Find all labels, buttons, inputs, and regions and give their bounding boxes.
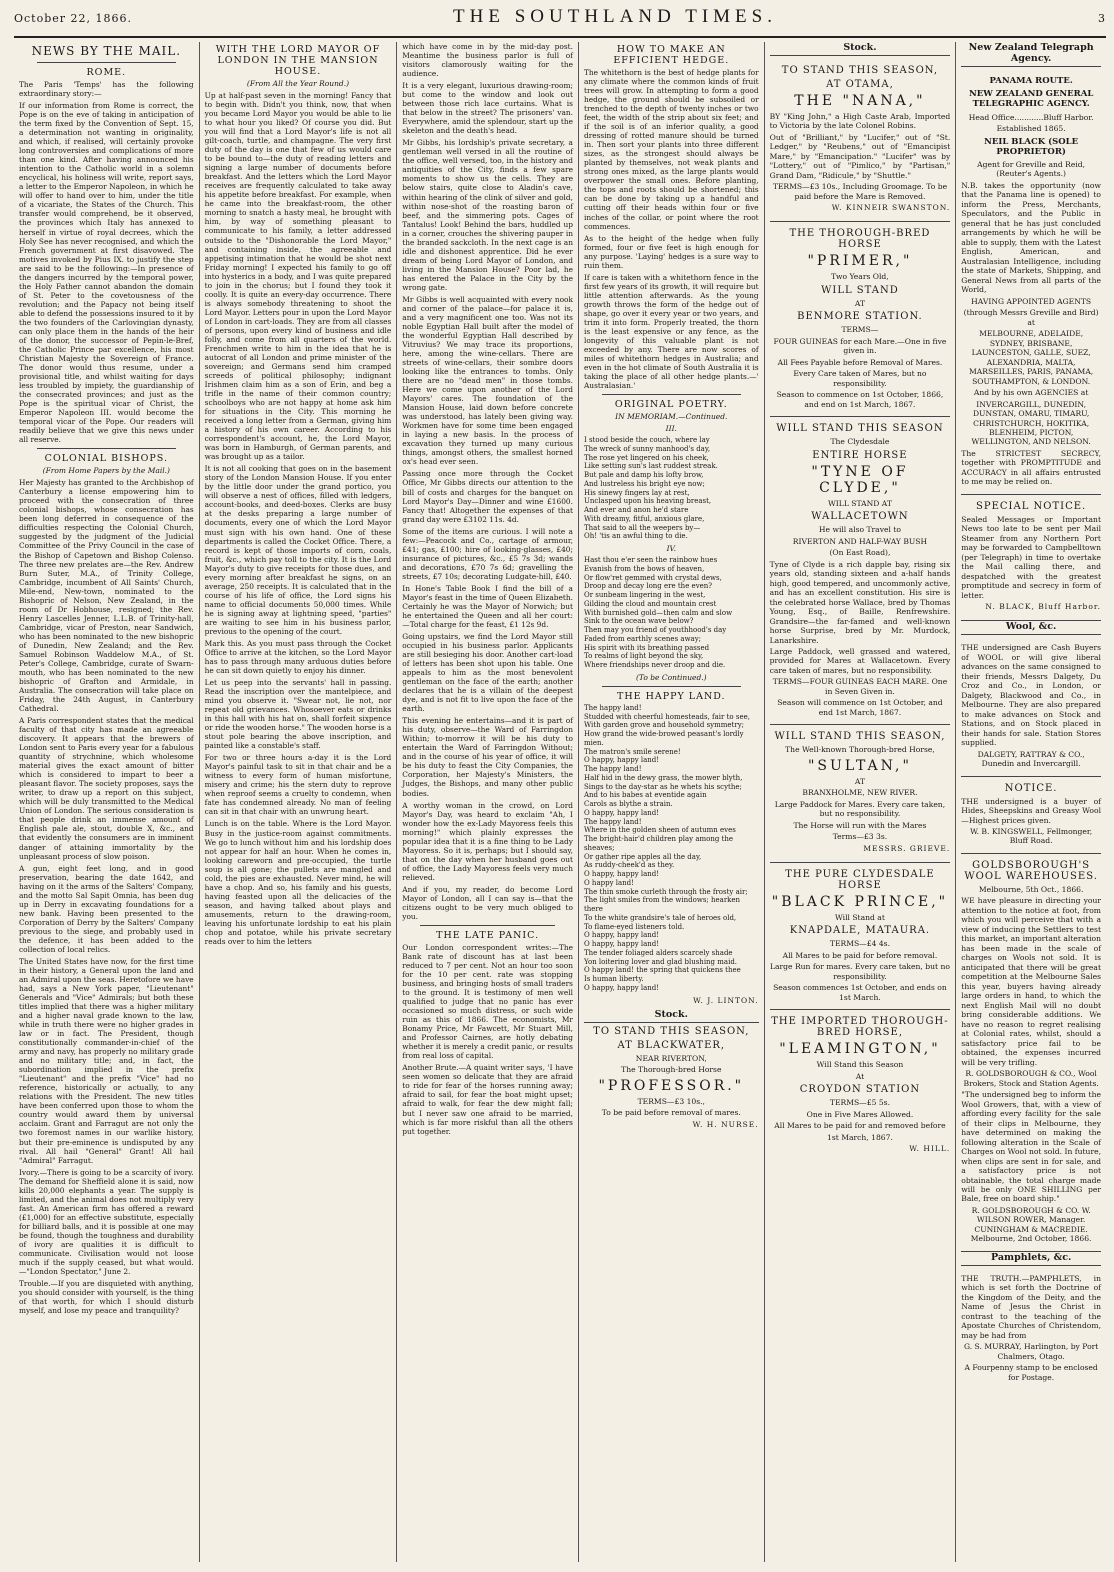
ad-terms: TERMS—£3 10s., Including Groomage. To be paid before the Mare is Removed.: [772, 182, 948, 201]
ad-primer: [770, 222, 951, 417]
article-paragraph: Mr Gibbs, his lordship's private secretary, a gentleman well versed in all the routine of the office, well versed, too, in the history and antiquities of the City, finds a few spare moments to show us the cells. They are below stairs, quite close to Aladin's cave, within hearing of the clink of silver and gold, within nose-shot of the roasting baron of beef, and the simmering pots. Cages of Tantalus! Look! Behind the bars, huddled up in a corner, crouches the shivering pauper in the branded sackcloth. In the next cage is an idle and dishonest apprentice. Did he ever dream of being Lord Mayor of London, and living in the Mansion House? Poor lad, he has entered the Palace in the City by the wrong gate.: [402, 138, 573, 292]
ad-special-notice: [961, 495, 1101, 621]
ad-line: AT: [854, 776, 866, 786]
ad-line: Large Run for mares. Every care taken, but no responsibility.: [769, 962, 950, 981]
article-paragraph: Mark this. As you must pass through the Cocket Office to arrive at the kitchen, so the Lord Mayor has to pass through many arduous duties before he can sit down quietly to enjoy his dinner.: [204, 638, 392, 675]
ad-line: AT: [854, 298, 866, 308]
ad-pamphlets: [961, 1269, 1101, 1389]
horse-name: "LEAMINGTON,": [779, 1041, 941, 1058]
horse-name: THE "NANA,": [794, 93, 926, 109]
ad-line: PANAMA ROUTE.: [989, 76, 1073, 86]
ad-line: WILL STAND: [821, 284, 899, 296]
divider: [420, 925, 555, 926]
ad-signature: N. BLACK, Bluff Harbor.: [985, 602, 1101, 612]
wool-heading: Wool, &c.: [961, 621, 1101, 635]
column-stock-ads: [765, 42, 957, 1562]
ad-line: AT OTAMA,: [826, 79, 894, 90]
ad-line: Season commences 1st October, and ends on 1st March.: [773, 983, 947, 1002]
article-paragraph: The whitethorn is the best of hedge plants for any climate where the common kinds of fruit trees will grow. In attempting to form a good hedge, the ground should be subsoiled or trenched to the depth of twenty inches or two feet, the width of the strip about six feet; and if the soil is of an inferior quality, a good dressing of rotted manure should be turned in. Then sort your plants into three different sizes, as the strongest should always be planted by themselves, not weak plants and strong ones mixed, as the large plants would overpower the small ones. Before planting, the tops and roots should be shortened; this can be done by taking up a handful and cutting off their heads within four or five inches of the collar, or point where the root commences.: [583, 68, 759, 231]
ad-line: Will Stand at: [834, 912, 885, 922]
ad-text: Large Paddock, well grassed and watered, provided for Mares at Wallacetown. Every care taken of mares, but no responsibility.: [769, 646, 951, 675]
rome-title: ROME.: [86, 67, 127, 78]
article-paragraph: The United States have now, for the first time in their history, a General upon the land and an Admiral upon the seas. Heretofore we have had, says a New York paper, "Lieutenant" Generals and "Vice" Admirals; but both these titles implied that there was a higher military and a higher naval grade known to the law, while in truth there were no higher grades in law or in fact. The President, though constitutionally commander-in-chief of the army and navy, has properly no military grade and no military title; and, in fact, the subordination implied in the prefix "Lieutenant" and the prefix "Vice" had no reference, historically or actually, to any relations with the President. The new titles have been conferred upon those to whom the country would award them by universal acclaim. Grant and Farragut are not only the two foremost names in our warlike history, but their pre-eminence is undisputed by any rival. All hail "General" Grant! All hail "Admiral" Farragut.: [19, 956, 194, 1165]
ad-line: THE THOROUGH-BRED HORSE: [789, 228, 931, 251]
ad-line: RIVERTON AND HALF-WAY BUSH: [792, 536, 928, 546]
ad-line: All Fees Payable before Removal of Mares.: [777, 357, 943, 367]
article-paragraph: Our London correspondent writes:—The Bank rate of discount has at last been reduced to 7 per cent. Not an hour too soon for the 10 per cent. rate was stopping business, and bringing hosts of small traders to the ground. It is testimony of men well qualified to judge that no panic has ever occasioned so much distress, or such wide ruin as this of 1866. The economists, Mr Bonamy Price, Mr Fawcett, Mr Stuart Mill, and Professor Cairnes, are hotly debating whether it is merely a credit panic, or results from real loss of capital.: [402, 942, 573, 1061]
ad-sultan: [770, 725, 951, 862]
horse-name: "TYNE OF CLYDE,": [811, 463, 909, 496]
ad-signature: DALGETY, RATTRAY & CO., Dunedin and Invercargill.: [977, 749, 1085, 769]
ad-goldsborough: [961, 854, 1101, 1252]
lord-mayor-title: WITH THE LORD MAYOR OF LONDON IN THE MANSION HOUSE.: [215, 44, 381, 77]
ad-line: Season will commence on 1st October, and end 1st March, 1867.: [777, 698, 943, 717]
ad-line: Two Years Old,: [831, 272, 889, 282]
ad-line: WILL STAND AT: [827, 498, 892, 508]
article-paragraph: If care is taken with a whitethorn fence in the first few years of its growth, it will require but little attention afterwards. As the young growth throws the form of the hedge out of shape, go over it every year or two years, and trim it into form. Properly treated, the thorn is the least expensive or any fence, as the longevity of this valuable plant is not exceeded by any. There are now scores of miles of whitethorn hedges in Australia; and even in the hot climate of South Australia it is taking the place of all other hedge plants.—' Australasian.': [583, 272, 759, 391]
poem-author: W. J. LINTON.: [693, 995, 759, 1005]
ad-terms: TERMS—£5 5s.: [829, 1098, 890, 1108]
ad-leamington: [770, 1010, 951, 1162]
ad-text: Sealed Messages or Important News too late to be sent per Mail Steamer from any Northern Port may be forwarded to Campbelltown (per Telegraph) in time to overtake the Mail calling there, and despatched with the greatest promptitude and secrecy in form of letter.: [961, 514, 1101, 600]
columns: [14, 42, 1106, 1562]
ad-line: NEAR RIVERTON,: [635, 1053, 707, 1063]
ad-line: At: [855, 1071, 865, 1081]
article-paragraph: As to the height of the hedge when fully formed, four or five feet is high enough for any purpose. 'Laying' hedges is a sure way to ruin them.: [583, 233, 759, 270]
ad-line: Established 1865.: [996, 124, 1066, 134]
telegraph-heading: New Zealand Telegraph Agency.: [961, 42, 1101, 67]
article-paragraph: Ivory.—There is going to be a scarcity of ivory. The demand for Sheffield alone it is said, now kills 20,000 elephants a year. The supply is limited, and the animal does not multiply very fast. An American firm has offered a reward (£1,000) for an effective substitute, especially for billiard balls, and it is possible at one may be found, though the toughness and durability of ivory are qualities it is difficult to communicate. Civilisation would not loose much if the supply ceased, but what would.—"London Spectator," June 2.: [19, 1167, 194, 1276]
page-number: 3: [1098, 12, 1106, 25]
hedge-title: HOW TO MAKE AN EFFICIENT HEDGE.: [613, 44, 730, 66]
ad-line: All Mares to be paid for before removal.: [782, 950, 938, 960]
ad-text: Out of "Brilliant," by "Lucifer," out of "St. Ledger," by "Reubens," out of "Emancipist Mare," by "Emancipation." "Lucifer" was by "Lottery," out of "Pimlico," by "Partisan," Grand Dam, "Ridicule," by "Shuttle.": [769, 132, 951, 180]
ad-line: A Fourpenny stamp to be enclosed for Postage.: [964, 1363, 1098, 1382]
bishops-title: COLONIAL BISHOPS.: [44, 453, 168, 465]
column-lord-mayor: [200, 42, 398, 1562]
article-paragraph: And if you, my reader, do become Lord Mayor of London, all I can say is—that the citizens ought to be very much obliged to you.: [402, 884, 573, 921]
ad-signature: W. H. NURSE.: [692, 1119, 759, 1129]
article-paragraph: Going upstairs, we find the Lord Mayor still occupied in his business parlor. Applicants are still besieging his door. Another cart-load of letters has been shot upon his table. One appeals to him as the most benevolent gentleman on the face of the earth; another declares that he is a villain of the deepest dye, and is not fit to live upon the face of the earth.: [402, 631, 573, 714]
ad-line: AT BLACKWATER,: [617, 1039, 726, 1051]
ad-dalgety: [961, 638, 1101, 776]
ad-line: THE IMPORTED THOROUGH-BRED HORSE,: [771, 1016, 949, 1039]
column-agency: [956, 42, 1106, 1562]
news-heading: NEWS BY THE MAIL.: [31, 44, 182, 58]
ad-line: (On East Road),: [829, 548, 891, 558]
ad-terms: TERMS—£3 10s.,: [637, 1096, 705, 1106]
ad-text: WE have pleasure in directing your attention to the notice at foot, from which you will perceive that with a view of inducing the Settlers to test this market, an important alteration has been made in the scale of charges on Wools not sold. It is anticipated that there will be great competition at the Melbourne Sales this year, buyers having already large orders in hand, to which the next English Mail will no doubt bring considerable additions. We have no reason to regret realising at Colonial rates, whilst, should a satisfactory price fail to be obtained, the expenses incurred will be very trifling.: [961, 896, 1101, 1067]
ad-location: CROYDON STATION: [799, 1084, 921, 1096]
ad-text: THE undersigned is a buyer of Hides, Sheepskins and Greasy Wool—Highest prices given.: [961, 796, 1101, 825]
divider: [602, 394, 741, 395]
column-hedge-poetry: [579, 42, 765, 1562]
ad-line: INVERCARGILL, DUNEDIN, DUNSTAN, OMARU, TIMARU, CHRISTCHURCH, HOKITIKA, BLENHEIM, PICTON, WELLINGTON, AND NELSON.: [971, 399, 1091, 447]
ad-line: WILL STAND THIS SEASON: [776, 423, 944, 435]
horse-name: "PROFESSOR.": [598, 1077, 745, 1094]
ad-line: Agent for Greville and Reid, (Reuter's Agents.): [977, 159, 1086, 179]
article-paragraph: The Paris 'Temps' has the following extraordinary story:—: [19, 80, 194, 99]
article-paragraph: Up at half-past seven in the morning! Fancy that to begin with. Didn't you think, now, that when you became Lord Mayor you would be able to lie to what hour you liked? Of course you did. But you will find that a Lord Mayor's life is not all gilt-coach, turtle, and champagne. The very first duty of the day is one that few of us would care to be bound to—the duty of reading letters and signing a large number of documents before breakfast. And the letters which the Lord Mayor receives are frequently calculated to take away his appetite before breakfast. For example, when he came into the breakfast-room, the other morning to snatch a hasty meal, he brought with him, by way of something pleasant to communicate to his family, a letter addressed outside to the "Dishonorable the Lord Mayor," and containing inside, the agreeable and appetising intimation that he would be shot next Friday morning! I expected his family to go off into hysterics in a body, and I was quite prepared to join in the chorus; but I found they took it coolly. It is quite an every-day occurrence. There is always somebody threatening to shoot the Lord Mayor. Letters pour in upon the Lord Mayor of London in cart-loads. They are from all classes of persons, upon every kind of business and idle folly, and come from all quarters of the world. Frenchmen write to him in the idea that he is autocrat of all London and prime minister of the sovereign; and Germans send him cramped screeds of political philosophy; indignant Irishmen claim him as a son of Erin, and beg a trifle in the name of their common country; schoolboys who are not happy at home ask him for situations in the City. This morning he received a long letter from a German, giving him a history of his own career. According to his correspondent's account, he, the Lord Mayor, was born in Hamburgh, of German parents, and was brought up as a tailor.: [204, 91, 392, 462]
issue-date: October 22, 1866.: [14, 12, 133, 25]
horse-name: "SULTAN,": [807, 757, 912, 774]
ad-location: BENMORE STATION.: [797, 311, 923, 323]
ad-line: (through Messrs Greville and Bird) at: [963, 308, 1099, 327]
notice-title: NOTICE.: [1004, 782, 1058, 794]
ad-line: Large Paddock for Mares. Every care taken, but no responsibility.: [774, 799, 946, 819]
ad-text: THE TRUTH.—PAMPHLETS, in which is set forth the Doctrine of the Kingdom of the Deity, and the Name of Jesus the Christ in contrast to the teaching of the Apostate Churches of Christendom, may be had from: [961, 1273, 1101, 1340]
ad-line: All Mares to be paid for and removed before: [774, 1121, 946, 1131]
article-paragraph: Passing once more through the Cocket Office, Mr Gibbs directs our attention to the bill of costs and charges for the banquet on Lord Mayor's Day—Dinner and wine £1600. Fancy that! Altogether the expenses of that grand day were £3102 11s. 4d.: [402, 469, 573, 524]
article-paragraph: A gun, eight feet long, and in good preservation, bearing the date 1642, and having on it the arms of the Salters' Company, and the motto Sal Sapit Omnia, has been dug up in Derry in excavating foundations for a new bank. Having been presented to the Corporation of Derry by the Salters' Company previous to the siege, and probably used in the defence, it has been added to the collection of local relics.: [19, 863, 194, 954]
happy-land-title: THE HAPPY LAND.: [617, 690, 726, 702]
column-continued: [397, 42, 579, 1562]
ad-line: And by his own AGENCIES at: [973, 388, 1089, 398]
horse-name: "PRIMER,": [807, 253, 913, 270]
ad-line: Season to commence on 1st October, 1866, and end on 1st March, 1867.: [776, 390, 944, 409]
ad-signature: W. HILL.: [909, 1144, 951, 1154]
ad-line: TO STAND THIS SEASON,: [781, 65, 939, 76]
ad-location: KNAPDALE, MATAURA.: [789, 925, 931, 937]
article-paragraph: which have come in by the mid-day post. Meantime the business parlor is full of visitors clamorously waiting for the audience.: [402, 42, 573, 79]
masthead: [14, 6, 1106, 38]
ad-nana: [770, 59, 951, 222]
article-paragraph: Let us peep into the servants' hall in passing. Read the inscription over the mantelpiece, and mind you observe it. "Swear not, lie not, nor repeat old grievances. Whosoever eats or drinks in this hall with his hat on, shall forfeit sixpence or ride the wooden horse." The wooden horse is a stout pole bearing the above inscription, and painted like a constable's staff.: [204, 678, 392, 751]
poem-text: The happy land! Studded with cheerful homesteads, fair to see, With garden grove and household symmetry; How grand the wide-browed peasant's lordly mien. The matron's smile serene! O happy, happy land! The happy land! Half hid in the dewy grass, the mower blyth, Sings to the day-star as he whets his scythe; And to his babes at eventide again Carols as blythe a strain. O happy, happy land! The happy land! Where in the golden sheen of autumn eves The bright-hair'd children play among the sheaves; Or gather ripe apples all the day, As ruddy-cheek'd as they. O happy, happy land! O happy land! The thin smoke curleth through the frosty air; The light smiles from the windows; hearken there To the white grandsire's tale of heroes old, To flame-eyed listeners told. O happy, happy land! O happy, happy land! The tender foliaged alders scarcely shade Yon loitering lover and glad blushing maid. O happy land! the spring that quickens thee Is human liberty. O happy, happy land!: [583, 703, 750, 992]
article-paragraph: Lunch is on the table. Where is the Lord Mayor. Busy in the justice-room against commitments. We go to lunch without him and his lordship does not appear for half an hour. When he comes in, looking careworn and pre-occupied, the turtle soup is all gone; the pullets are mangled and cold, the pies are exhausted. Never mind, he will have a chop. And so, his family and his guests, having feasted upon all the delicacies of the season, and having talked about plays and amusements, return to the drawing-room, leaving his unfortunate lordship to eat his plain chop and potatoe, while his private secretary reads over to him the letters: [204, 819, 392, 946]
divider: [37, 448, 176, 449]
notice-title: SPECIAL NOTICE.: [976, 500, 1087, 512]
ad-line: MELBOURNE, ADELAIDE, SYDNEY, BRISBANE, LAUNCESTON, GALLE, SUEZ, ALEXANDRIA, MALTA, MARSEILLES, PARIS, PANAMA, SOUTHAMPTON, & LONDON.: [969, 329, 1094, 386]
ad-line: The Horse will run with the Mares: [793, 820, 927, 830]
stock-heading: Stock.: [770, 42, 951, 56]
ad-signature: MESSRS. GRIEVE.: [863, 843, 951, 853]
article-paragraph: Trouble.—If you are disquieted with anything, you should consider with yourself, is the thing of that worth, for which I should disturb myself, and lose my peace and tranquility?: [19, 1278, 194, 1316]
article-paragraph: Another Brute.—A quaint writer says, 'I have seen women so delicate that they are afraid to ride for fear of the horses running away; afraid to sail, for fear the boat might upset; afraid to walk, for fear the dew might fall; but I never saw one afraid to be married, which is far more riskful than all the others put together.: [402, 1063, 573, 1136]
poem-stanza: I stood beside the couch, where lay The wreck of sunny manhood's day, The rose yet lingered on his cheek, Like setting sun's last ruddest streak. But pale and damp his lofty brow, And lustreless his bright eye now; His sinewy fingers lay at rest, Unclasped upon his heaving breast, And ever and anon he'd stare With dreamy, fitful, anxious glare, That said to all the weepers by— Oh! 'tis an awful thing to die.: [583, 436, 718, 541]
ad-signature: R. GOLDSBOROUGH & CO., Wool Brokers, Stock and Station Agents.: [963, 1069, 1099, 1088]
ad-line: NEW ZEALAND GENERAL TELEGRAPHIC AGENCY.: [968, 89, 1094, 110]
ad-text: N.B. takes the opportunity (now that the Panama line is opened) to inform the Press, Merchants, Speculators, and the Public in general that he has just concluded arrangements by which he will be able to supply, them with the Latest English, American, and Australasian Intelligence, including the state of Markets, Shipping, and General News from all parts of the World,: [961, 180, 1101, 295]
article-paragraph: If our information from Rome is correct, the Pope is on the eve of taking in anticipation of the term fixed by the Convention of Sept. 15, a determination not wanting in originality, and which, if realised, will certainly provoke long controversies and complications of more than one kind. After having announced his intention to the Catholic world in a solemn encyclical, his holiness will write, report says, a letter to the Emperor Napoleon, in which he will offer to hand over to him, under the title of a vicariate, the States of the Church. This transfer would comprehend, be it observed, the provinces which Italy has annexed to herself in virtue of royal decrees, which the Holy See has never recognised, and which the French government at first disavowed. The motives invoked by Pius IX. to justify the step are said to be the following:—In presence of the dangers incurred by the temporal power, the Holy Father cannot abandon the domain of St. Peter to the covetousness of the revolution; and the Papacy not being itself able to defend the possessions insured to it by the two founders of the Carlovingian dynasty, can only place them in the hands of the heir of the donor, the successor of Pepin-le-Bref, the Catholic Prince par excellence, his most Christian Majesty the Sovereign of France. The donor would thus resume, under a provisional title, and whilst waiting for days less troubled by impiety, the guardianship of the consecrated provinces; and just as the Pope is the spiritual vicar of Christ, the Emperor Napoleon III. would become the temporal vicar of the Pope. Our readers will readily believe that we give this news under all reserve.: [19, 101, 194, 445]
ad-line: THE PURE CLYDESDALE HORSE: [785, 868, 935, 891]
ad-line: The Clydesdale: [830, 437, 890, 447]
ad-text: BY "King John," a High Caste Arab, Imported to Victoria by the late Colonel Robins.: [769, 112, 951, 131]
ad-text: THE undersigned are Cash Buyers of WOOL or will give liberal advances on the same consigned to their friends, Messrs Dalgety, Du Croz and Co., in London, or Dalgety, Blackwood and Co., in Melbourne. They are also prepared to make advances on Stock and Stations, and on Stock placed in their hands for sale. Station Stores supplied.: [961, 643, 1101, 748]
stock-heading: Stock.: [584, 1009, 759, 1023]
ad-line: TO STAND THIS SEASON,: [593, 1025, 750, 1037]
ad-line: The Well-known Thorough-bred Horse,: [785, 745, 935, 755]
continued-note: (To be Continued.): [636, 672, 707, 682]
ad-line: Head Office............Bluff Harbor.: [968, 112, 1094, 122]
newspaper-title: THE SOUTHLAND TIMES.: [453, 6, 777, 27]
stanza-number: IV.: [666, 544, 677, 554]
ad-terms: TERMS—£4 4s.: [829, 939, 890, 949]
ad-text: The STRICTEST SECRECY, together with PROMPTITUDE and ACCURACY in all affairs entrusted to me may be relied on.: [961, 448, 1101, 487]
ad-text: Tyne of Clyde is a rich dapple bay, rising six years old, standing sixteen and a-half hands high, good tempered, and uncommonly active, and has an excellent constitution. His sire is the celebrated horse Wallace, bred by Thomas Young, Esq., of Baille, Renfrewshire. Grandsire—the far-famed and well-known horse Surprise, bred by Mr. Murdock, Lanarkshire.: [769, 559, 951, 645]
ad-tyne-of-clyde: [770, 417, 951, 725]
poem-stanza: Hast thou e'er seen the rainbow hues Evanish from the bows of heaven, Or flow'ret gemmed with crystal dews, Droop and decay long ere the even? Or sunbeam lingering in the west, Gilding the cloud and mountain crest With burnished gold—then calm and slow Sink to the ocean wave below? Then may you friend of youthhood's day Faded from earthly scenes away; His spirit with its breathing passed To realms of light beyond the sky, Where friendships never droop and die.: [583, 556, 733, 670]
ad-black-prince: [770, 863, 951, 1010]
ad-line: WILL STAND THIS SEASON,: [774, 731, 946, 743]
article-paragraph: Mr Gibbs is well acquainted with every nook and corner of the palace—for palace it is, and a very magnificent one too. Was not its noble Egyptian Hall built after the model of the wonderful Egyptian Hall described by Vitruvius? We may trace its proportions, here, among the wine-cellars. There are streets of wine-cellars, their sombre doors looking like the entrances to tombs. Only there are no "dead men" in those tombs. Here we come upon another of the Lord Mayors' cares. The foundation of the Mansion House, laid down before concrete was understood, has lately been giving way. Workmen have for some time been engaged in laying a new basis. In the process of excavation they turned up many curious things, amongst others, the smallest horned ox's head ever seen.: [402, 294, 573, 467]
ad-line: FOUR GUINEAS for each Mare.—One in five given in.: [773, 336, 947, 356]
ad-line: One in Five Mares Allowed.: [806, 1109, 914, 1119]
pamphlets-heading: Pamphlets, &c.: [961, 1252, 1101, 1266]
ad-signature: G. S. MURRAY, Harlington, by Port Chalmers, Otago.: [963, 1342, 1099, 1361]
ad-line: Every Care taken of Mares, but no responsibility.: [793, 369, 927, 388]
divider: [602, 686, 741, 687]
horse-name: "BLACK PRINCE,": [771, 893, 949, 910]
ad-line: HAVING APPOINTED AGENTS: [971, 296, 1092, 306]
article-paragraph: Some of the items are curious. I will note a few:—Peacock and Co., cartage of armour, £41; gas, £100; hire of looking-glasses, £40; insurance of pictures, &c., £5 7s 3d; wands and decorations, £70 7s 6d; gravelling the streets, £7 10s; decorating Ludgate-hill, £40.: [402, 526, 573, 581]
article-paragraph: This evening he entertains—and it is part of his duty, observe—the Ward of Farringdon Within; to-morrow it will be his duty to entertain the Ward of Farringdon Without; and in the course of his year of office, it will be his duty to feast the City Companies, the Corporation, her Majesty's Ministers, the Judges, the Bishops, and many other public bodies.: [402, 716, 573, 798]
ad-terms: TERMS—FOUR GUINEAS EACH MARE. One in Seven Given in.: [772, 677, 948, 696]
article-paragraph: A Paris correspondent states that the medical faculty of that city has made an agreeable discovery. It appears that the brewers of London sent to Paris every year for a fabulous quantity of strychnine, which wholesome material gives the exact amount of bitter which is considered to impart to beer a pleasant flavor. The society proposes, says the writer, to draw up a report on this subject, which will be duly transmitted to the Medical Union of London. The serious consideration is that people drink an immense amount of English pale ale, stout, double X, &c., and that evidently the consumers are in imminent danger of attaining immortality by the unpleasant process of slow poison.: [19, 716, 194, 861]
lord-mayor-source: (From All the Year Round.): [246, 79, 350, 88]
ad-line: To be paid before removal of mares.: [601, 1108, 741, 1118]
ad-kingswell: [961, 777, 1101, 854]
ad-signature: R. GOLDSBOROUGH & CO. W. WILSON ROWER, Manager. CUNINGHAM & MACREDIE. Melbourne, 2nd October, 1866.: [970, 1205, 1092, 1244]
poetry-subtitle: IN MEMORIAM.—Continued.: [615, 412, 728, 422]
bishops-source: (From Home Papers by the Mail.): [42, 466, 170, 476]
ad-line: GOLDSBOROUGH'S WOOL WAREHOUSES.: [964, 859, 1098, 882]
ad-telegraph-agency: [961, 70, 1101, 495]
ad-signature: W. B. KINGSWELL, Fellmonger, Bluff Road.: [970, 827, 1093, 846]
panic-title: THE LATE PANIC.: [436, 929, 540, 941]
ad-location: BRANXHOLME, NEW RIVER.: [802, 788, 918, 798]
ad-line: 1st March, 1867.: [827, 1132, 893, 1142]
article-paragraph: For two or three hours a-day it is the Lord Mayor's painful task to sit in that chair and be a witness to every form of human misfortune, misery and crime; his the stern duty to reprove when reproof seems a cruelty to condemn, when fate has condemned already. No man of feeling can sit in that chair with an unwrung heart.: [204, 753, 392, 817]
ad-line: The Thorough-bred Horse: [621, 1065, 722, 1075]
article-paragraph: It is not all cooking that goes on in the basement story of the London Mansion House. If you enter by the little door under the grand portico, you will observe a nest of offices, filled with ledgers, account-books, and deed-boxes. Clerks are busy at the desks preparing a large number of documents, every one of which the Lord Mayor must sign with his own hand. One of these departments is called the Cocket Office. There, a record is kept of those imports of corn, coals, fruit, &c., which pay toll to the city. It is the Lord Mayor's duty to give receipts for those dues, and every morning after breakfast he signs, on an average, 250 receipts. It is calculated that in the course of his life of office, the Lord signs his name to official documents 50,000 times. While he is signing away at lightning speed, "parties" are waiting to see him in his business parlor, previous to the opening of the court.: [204, 464, 392, 636]
ad-terms: Terms—£3 3s.: [832, 832, 888, 842]
ad-signature: W. KINNEIR SWANSTON.: [831, 203, 951, 213]
ad-line: Will Stand this Season: [816, 1060, 904, 1070]
poetry-title: ORIGINAL POETRY.: [614, 399, 728, 411]
article-paragraph: In Hone's Table Book I find the bill of a Mayor's feast in the time of Queen Elizabeth. Certainly he was the Mayor of Norwich; but he entertained the Queen and all her court:—Total charge for the feast, £1 12s 9d.: [402, 583, 573, 629]
ad-terms: TERMS—: [841, 325, 879, 335]
divider: [37, 62, 176, 63]
ad-text: "The undersigned beg to inform the Wool Growers, that, with a view of affording every facility for the sale of their clips in Melbourne, they have determined on making the following alteration in the Scale of Charges on Wool not sold. In future, when clips are sent in for sale, and a satisfactory price is not obtainable, the total charge made will be only ONE SHILLING per Bale, free on board ship.": [961, 1090, 1101, 1204]
ad-line: ENTIRE HORSE: [812, 449, 908, 461]
article-paragraph: Her Majesty has granted to the Archbishop of Canterbury a license empowering him to proceed with the consecration of three colonial bishops, whose consecration has been long deferred in consequence of the difficulties respecting the Colonial Church, suggested by the judgment of the Judicial Committee of the Privy Council in the case of the Bishop of Capetown and Bishop Colenso. The three new prelates are—the Rev. Andrew Burn Suter, M.A., of Trinity College, Cambridge, incumbent of All Saints' Church, Mile-end, New-town, nominated to the Bishopric of Nelson, New Zealand, in the room of Dr Hobhouse, resigned; the Rev. Henry Lascelles Jenner, L.L.B. of Trinity-hall, Cambridge, vicar of Preston, near Sandwich, who has been nominated to the new bishopric of Dunedin, New Zealand; and the Rev. Samuel Robinson Waddelow M.A., of St. Peter's College, Cambridge, curate of Swarn-mouth, who has been nominated to the new bishopric of Grafton and Armidale, in Australia. The consecration will take place on Friday, the 24th August, in Canterbury Cathedral.: [19, 478, 194, 714]
column-news: [14, 42, 200, 1562]
stanza-number: III.: [665, 424, 677, 434]
article-paragraph: A worthy woman in the crowd, on Lord Mayor's Day, was heard to exclaim "Ah, I wonder how the ex-Lady Mayoress feels this morning!" which plainly expresses the popular idea that it is a fine thing to be Lady Mayoress. So it is, perhaps; but I should say, that on the day when her husband goes out of office, the Lady Mayoress feels very much relieved.: [402, 800, 573, 882]
ad-line: He will also Travel to: [818, 525, 901, 535]
ad-location: WALLACETOWN: [811, 511, 909, 523]
article-paragraph: It is a very elegant, luxurious drawing-room; but come to the window and look out between those rich lace curtains. What is that below in the street? The prisoners' van. Everywhere, amid the splendour, start up the skeleton and the death's head.: [402, 81, 573, 136]
ad-line: Melbourne, 5th Oct., 1866.: [978, 884, 1084, 894]
ad-line: NEIL BLACK (SOLE PROPRIETOR): [984, 136, 1079, 157]
